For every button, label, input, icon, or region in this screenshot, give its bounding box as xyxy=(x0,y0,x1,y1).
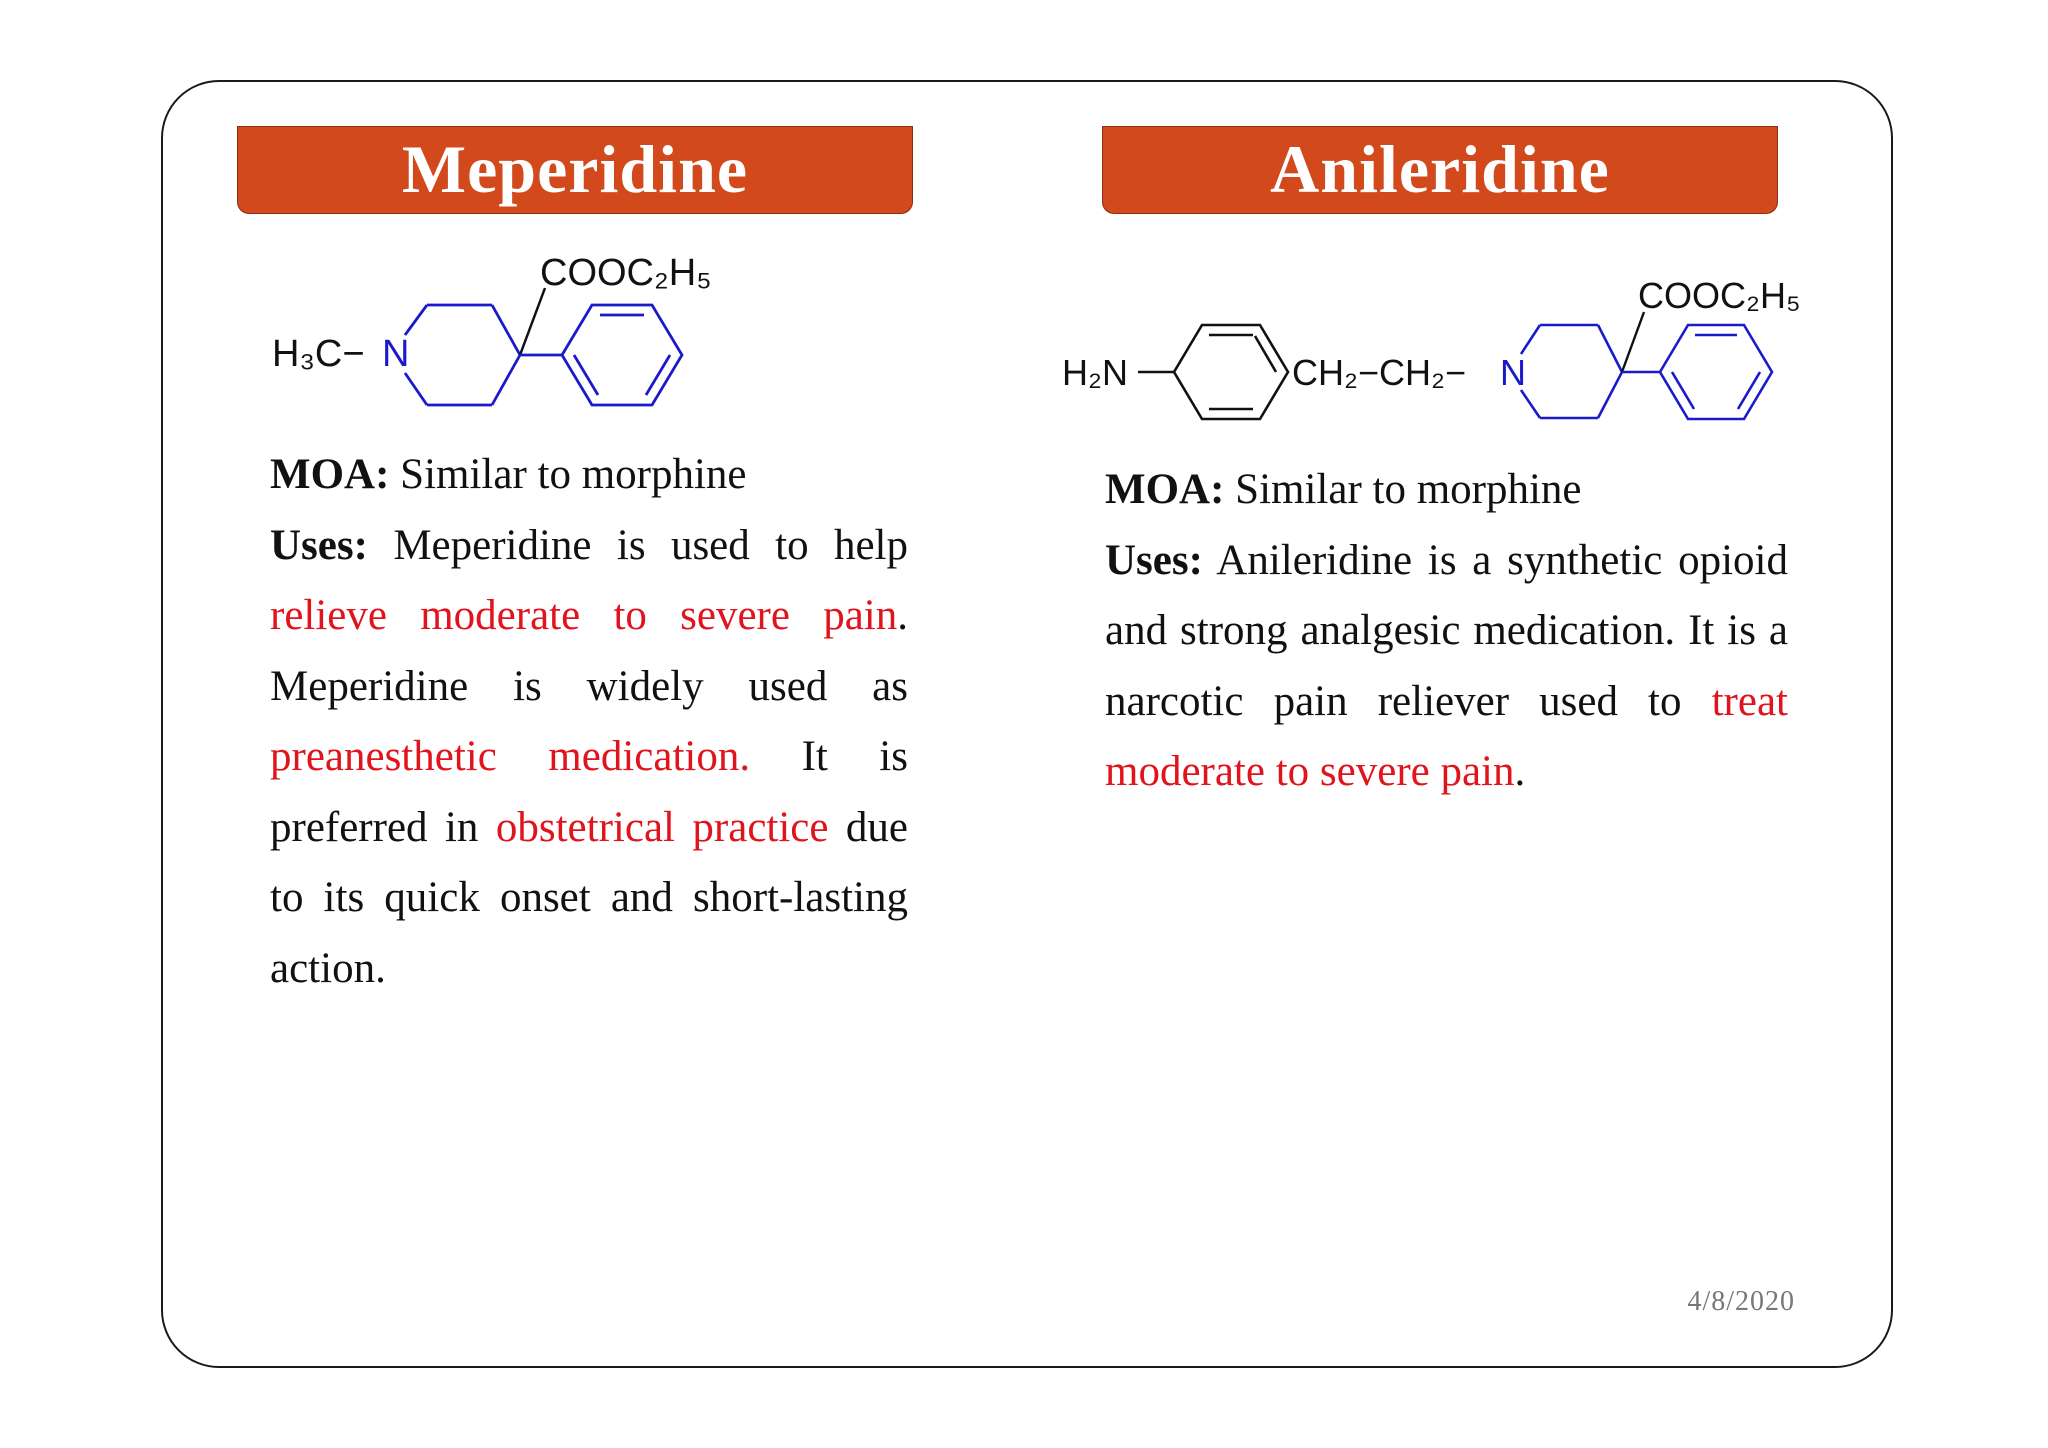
anileridine-piperidine-ring xyxy=(1521,325,1622,418)
meperidine-title-banner xyxy=(237,126,913,214)
meperidine-moa-text: Similar to morphine xyxy=(389,451,747,498)
text-segment: . Meperidine is widely used as xyxy=(270,592,908,710)
piperidine-nitrogen-label: N xyxy=(382,333,410,375)
anileridine-uses-label: Uses: xyxy=(1105,536,1203,584)
anileridine-description xyxy=(1105,455,1788,808)
piperidine-ring xyxy=(405,305,520,405)
anileridine-moa-label: MOA: xyxy=(1105,466,1225,513)
highlighted-phrase: preanesthetic medication. xyxy=(270,733,751,780)
n-methyl-label: H₃C− xyxy=(272,333,365,375)
highlighted-phrase: treat moderate to severe pain xyxy=(1105,677,1788,795)
anileridine-title-banner xyxy=(1102,126,1778,214)
anileridine-uses-text xyxy=(1105,537,1788,796)
text-segment: Meperidine is used to help xyxy=(367,521,908,569)
meperidine-description xyxy=(270,440,908,1004)
anileridine-nitrogen-label: N xyxy=(1500,352,1526,393)
ethylene-linker-label: CH₂−CH₂− xyxy=(1292,352,1466,393)
text-segment: Anileridine is a synthetic opioid and strong analgesic medication. It is a narcotic pain reliever used to xyxy=(1105,536,1788,725)
anileridine-moa-text: Similar to morphine xyxy=(1224,466,1582,513)
meperidine-uses-label: Uses: xyxy=(270,521,368,569)
anileridine-structure xyxy=(1052,268,1832,438)
phenyl-ring xyxy=(562,305,682,405)
anileridine-ester-label: COOC₂H₅ xyxy=(1638,275,1801,316)
meperidine-moa-label: MOA: xyxy=(270,451,390,498)
anileridine-ester-bond xyxy=(1622,312,1644,372)
highlighted-phrase: relieve moderate to severe pain xyxy=(270,592,898,639)
ester-bond xyxy=(520,288,545,355)
highlighted-phrase: obstetrical practice xyxy=(495,803,829,851)
meperidine-title: Meperidine xyxy=(401,131,749,207)
slide-date: 4/8/2020 xyxy=(1687,1286,1795,1317)
phenylene-ring xyxy=(1174,325,1288,419)
text-segment: due to its quick onset and short-lasting action. xyxy=(270,803,908,992)
anileridine-phenyl-ring xyxy=(1660,325,1772,419)
text-segment: . xyxy=(1514,748,1526,795)
text-segment: It is preferred in xyxy=(270,733,908,851)
meperidine-uses-text xyxy=(270,522,908,992)
ester-label: COOC₂H₅ xyxy=(540,252,712,294)
meperidine-structure xyxy=(262,243,762,423)
amine-label: H₂N xyxy=(1062,352,1128,393)
anileridine-title: Anileridine xyxy=(1270,131,1610,207)
